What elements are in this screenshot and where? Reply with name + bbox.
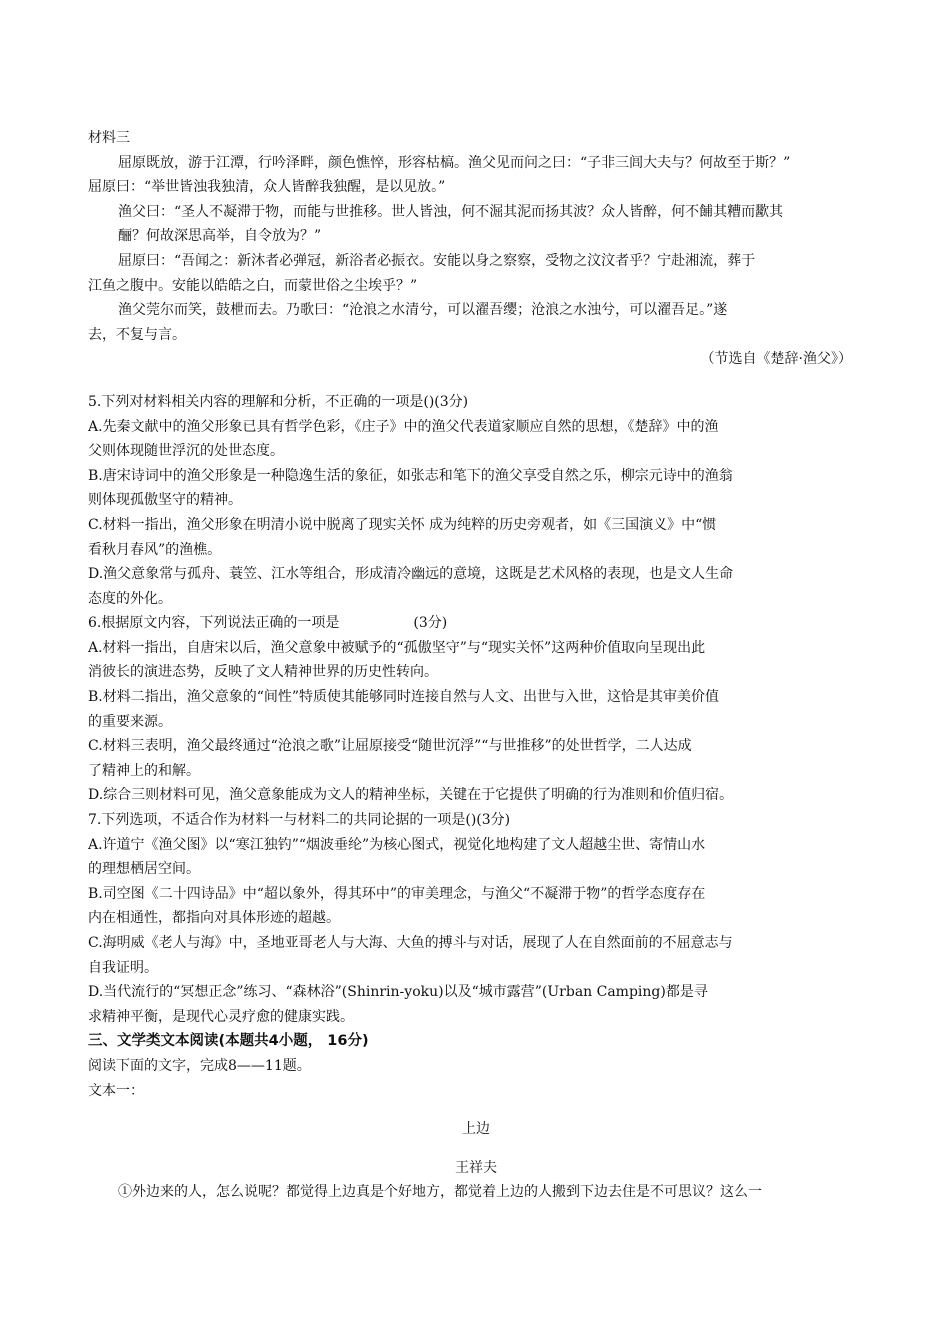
material3-paragraph-line: 渔父曰：“圣人不凝滞于物，而能与世推移。世人皆浊，何不淈其泥而扬其波？众人皆醉，何不餔其糟而歠其 bbox=[118, 203, 784, 220]
section-3-instruction: 阅读下面的文字，完成8——11题。 bbox=[88, 1057, 311, 1074]
material3-paragraph-line: 酾？何故深思高举，自令放为？” bbox=[118, 228, 322, 245]
story-paragraph-1: ①外边来的人，怎么说呢？都觉得上边真是个好地方，都觉着上边的人搬到下边去住是不可思议？这么一 bbox=[118, 1184, 762, 1201]
question-6-score: (3分) bbox=[413, 615, 448, 632]
question-7-option-d-cont: 求精神平衡，是现代心灵疗愈的健康实践。 bbox=[88, 1008, 354, 1025]
material3-paragraph-line: 屈原曰：“举世皆浊我独清，众人皆醉我独醒，是以见放。” bbox=[88, 179, 446, 196]
question-7-option-c-cont: 自我证明。 bbox=[88, 959, 158, 976]
question-7-option-a-cont: 的理想栖居空间。 bbox=[88, 861, 200, 878]
question-7-option-b-cont: 内在相通性，都指向对具体形迹的超越。 bbox=[88, 910, 340, 927]
question-7-option-a: A.许道宁《渔父图》以“寒江独钓”“烟波垂纶”为核心图式，视觉化地构建了文人超越尘世、寄情山水 bbox=[88, 836, 706, 853]
document-page bbox=[88, 126, 864, 1205]
material3-source: （节选自《楚辞·渔父》） bbox=[700, 351, 852, 368]
question-6-option-b-cont: 的重要来源。 bbox=[88, 713, 172, 730]
material3-paragraph-line: 去，不复与言。 bbox=[88, 326, 186, 343]
material3-paragraph-line: 屈原既放，游于江潭，行吟泽畔，颜色憔悴，形容枯槁。渔父见而问之曰：“子非三闾大夫与？何故至于斯？” bbox=[118, 154, 791, 171]
story-title: 上边 bbox=[462, 1121, 490, 1138]
question-7-option-b: B.司空图《二十四诗品》中“超以象外，得其环中”的审美理念，与渔父“不凝滞于物”的哲学态度存在 bbox=[88, 885, 706, 902]
material3-paragraph-line: 江鱼之腹中。安能以皓皓之白，而蒙世俗之尘埃乎？” bbox=[88, 277, 418, 294]
question-5-option-d: D.渔父意象常与孤舟、蓑笠、江水等组合，形成清冷幽远的意境，这既是艺术风格的表现，也是文人生命 bbox=[88, 566, 734, 583]
question-6-option-c-cont: 了精神上的和解。 bbox=[88, 762, 200, 779]
question-6-stem-text: 6.根据原文内容，下列说法正确的一项是 bbox=[88, 615, 340, 632]
question-5-stem: 5.下列对材料相关内容的理解和分析，不正确的一项是()(3分) bbox=[88, 393, 469, 410]
material3-paragraph-line: 渔父莞尔而笑，鼓枻而去。乃歌曰：“沧浪之水清兮，可以濯吾缨；沧浪之水浊兮，可以濯吾足。”遂 bbox=[118, 302, 728, 319]
question-5-option-b: B.唐宋诗词中的渔父形象是一种隐逸生活的象征，如张志和笔下的渔父享受自然之乐，柳宗元诗中的渔翁 bbox=[88, 467, 733, 484]
material3-paragraph-line: 屈原曰：“吾闻之：新沐者必弹冠，新浴者必振衣。安能以身之察察，受物之汶汶者乎？宁赴湘流，葬于 bbox=[118, 252, 756, 269]
question-7-option-c: C.海明威《老人与海》中，圣地亚哥老人与大海、大鱼的搏斗与对话，展现了人在自然面前的不屈意志与 bbox=[88, 935, 733, 951]
text-one-label: 文本一： bbox=[88, 1082, 144, 1099]
question-5-option-c: C.材料一指出，渔父形象在明清小说中脱离了现实关怀 成为纯粹的历史旁观者，如《三国演义》中“惯 bbox=[88, 516, 717, 533]
question-6-option-c: C.材料三表明，渔父最终通过“沧浪之歌”让屈原接受“随世沉浮”“与世推移”的处世哲学，二人达成 bbox=[88, 738, 692, 755]
question-6-option-b: B.材料二指出，渔父意象的“间性”特质使其能够同时连接自然与人文、出世与入世，这恰是其审美价值 bbox=[88, 689, 720, 706]
question-6-option-d: D.综合三则材料可见，渔父意象能成为文人的精神坐标，关键在于它提供了明确的行为准则和价值归宿。 bbox=[88, 787, 734, 804]
question-7-option-d: D.当代流行的“冥想正念”练习、“森林浴”(Shinrin-yoku)以及“城市露营”(Urban Camping)都是寻 bbox=[88, 984, 708, 1001]
question-7-stem: 7.下列选项，不适合作为材料一与材料二的共同论据的一项是()(3分) bbox=[88, 812, 511, 829]
question-5-option-c-cont: 看秋月春风”的渔樵。 bbox=[88, 541, 222, 558]
question-5-option-a-cont: 父则体现随世浮沉的处世态度。 bbox=[88, 443, 284, 460]
question-5-option-d-cont: 态度的外化。 bbox=[88, 590, 172, 607]
section-3-heading: 三、文学类文本阅读(本题共4小题， 16分) bbox=[88, 1033, 369, 1050]
material3-title: 材料三 bbox=[88, 130, 130, 146]
question-6-stem bbox=[88, 611, 864, 636]
question-5-option-b-cont: 则体现孤傲坚守的精神。 bbox=[88, 492, 242, 509]
story-author: 王祥夫 bbox=[455, 1159, 497, 1176]
question-6-option-a: A.材料一指出，自唐宋以后，渔父意象中被赋予的“孤傲坚守”与“现实关怀”这两种价值取向呈现出此 bbox=[88, 639, 706, 656]
question-5-option-a: A.先秦文献中的渔父形象已具有哲学色彩，《庄子》中的渔父代表道家顺应自然的思想，《楚辞》中的渔 bbox=[88, 418, 719, 435]
question-6-option-a-cont: 消彼长的演进态势，反映了文人精神世界的历史性转向。 bbox=[88, 664, 438, 681]
